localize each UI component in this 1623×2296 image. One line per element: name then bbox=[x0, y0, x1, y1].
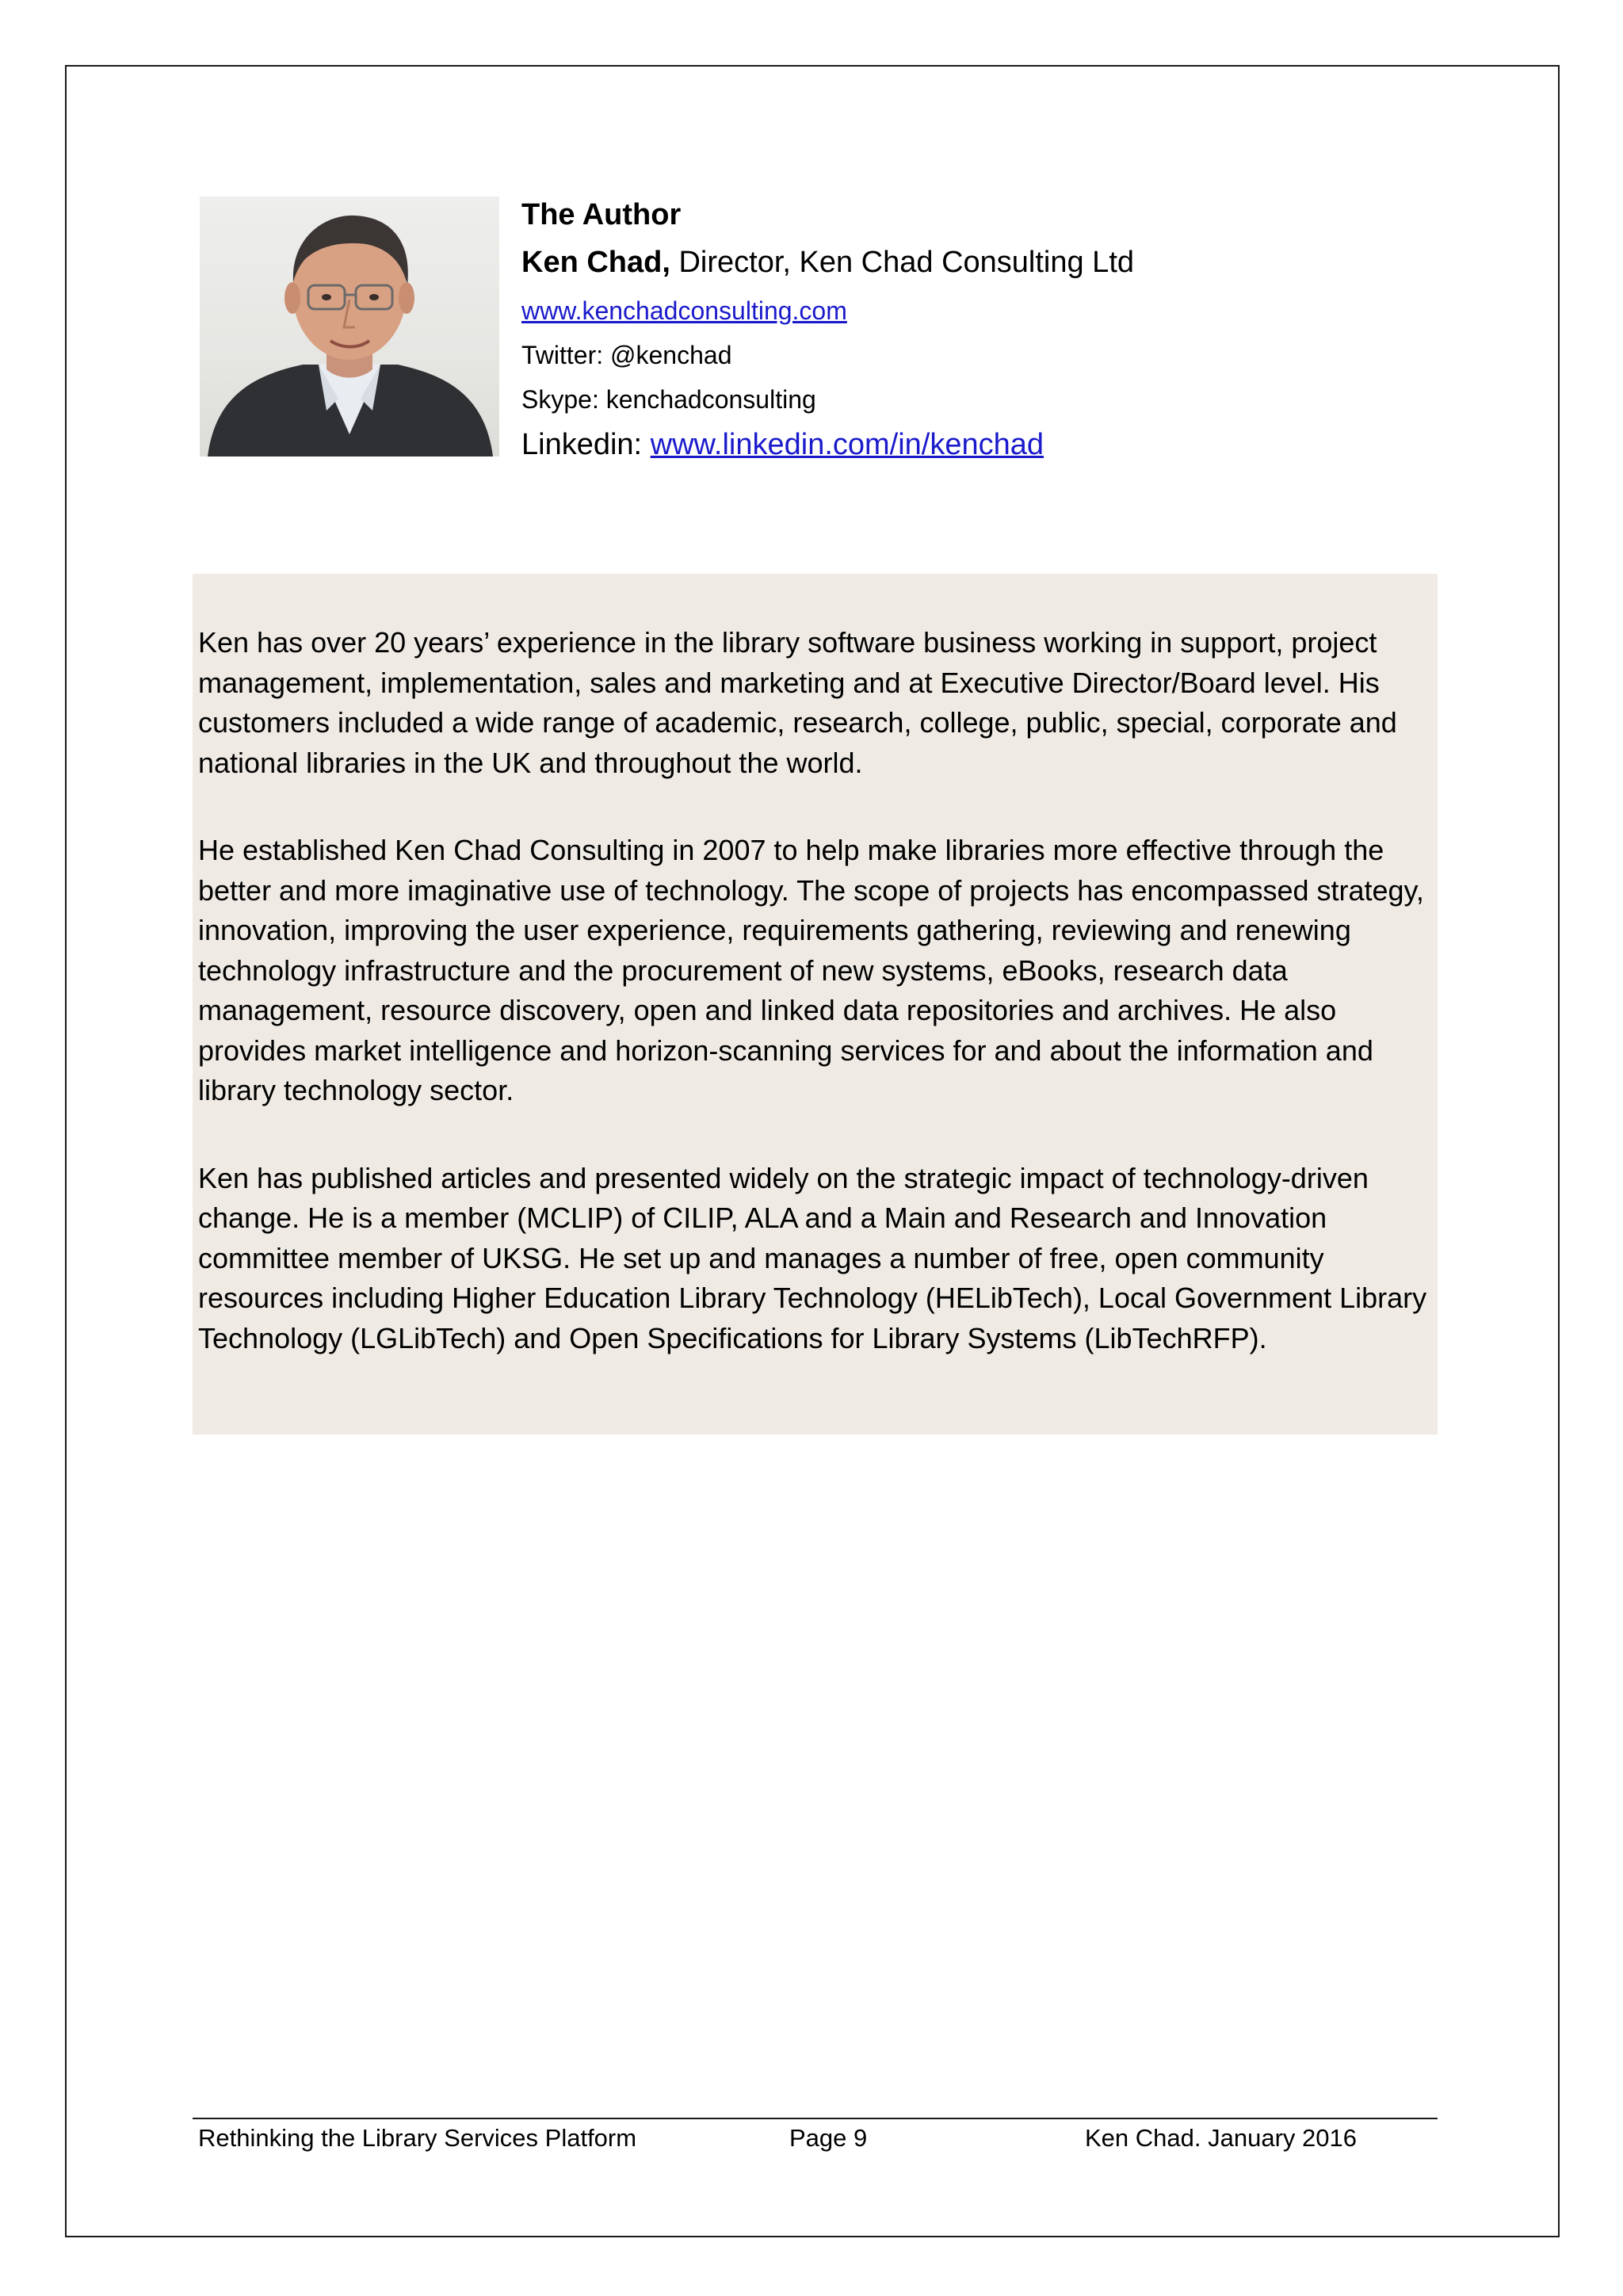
linkedin-link[interactable]: www.linkedin.com/in/kenchad bbox=[650, 428, 1044, 461]
author-twitter: Twitter: @kenchad bbox=[521, 341, 732, 369]
bio-paragraph: Ken has over 20 years’ experience in the library software business working in support, project management, implementation, sales and marketing and at Executive Director/Board level. His customers included a wide range of academic, research, college, public, special, corporate and national libraries in the UK and throughout the world. bbox=[198, 626, 1397, 779]
author-skype: Skype: kenchadconsulting bbox=[521, 385, 816, 414]
author-photo bbox=[200, 197, 499, 457]
author-name: Ken Chad, bbox=[521, 246, 670, 279]
footer-document-title: Rethinking the Library Services Platform bbox=[198, 2124, 637, 2152]
linkedin-label: Linkedin: bbox=[521, 428, 651, 461]
bio-box bbox=[193, 574, 1438, 1435]
footer-page-number: Page 9 bbox=[789, 2124, 868, 2152]
author-heading: The Author bbox=[521, 198, 682, 231]
bio-paragraph: He established Ken Chad Consulting in 2007 to help make libraries more effective through the better and more imaginative use of technology. The scope of projects has encompassed strategy, innovation, improving the user experience, requirements gathering, reviewing and renewing technology infrastructure and the procurement of new systems, eBooks, research data management, resource discovery, open and linked data repositories and archives. He also provides market intelligence and horizon-scanning services for and about the information and library technology sector. bbox=[198, 834, 1424, 1106]
author-linkedin-line bbox=[521, 428, 1044, 462]
author-website-line bbox=[521, 296, 847, 326]
footer-rule bbox=[193, 2118, 1438, 2119]
footer-credit: Ken Chad. January 2016 bbox=[1085, 2124, 1357, 2152]
bio-paragraph: Ken has published articles and presented widely on the strategic impact of technology-driven change. He is a member (MCLIP) of CILIP, ALA and a Main and Research and Innovation committee member of UKSG. He set up and manages a number of free, open community resources including Higher Education Library Technology (HELibTech), Local Government Library Technology (LGLibTech) and Open Specifications for Library Systems (LibTechRFP). bbox=[198, 1161, 1427, 1354]
author-role: Director, Ken Chad Consulting Ltd bbox=[670, 246, 1135, 279]
website-link[interactable]: www.kenchadconsulting.com bbox=[521, 296, 847, 325]
author-name-line bbox=[521, 246, 1134, 280]
